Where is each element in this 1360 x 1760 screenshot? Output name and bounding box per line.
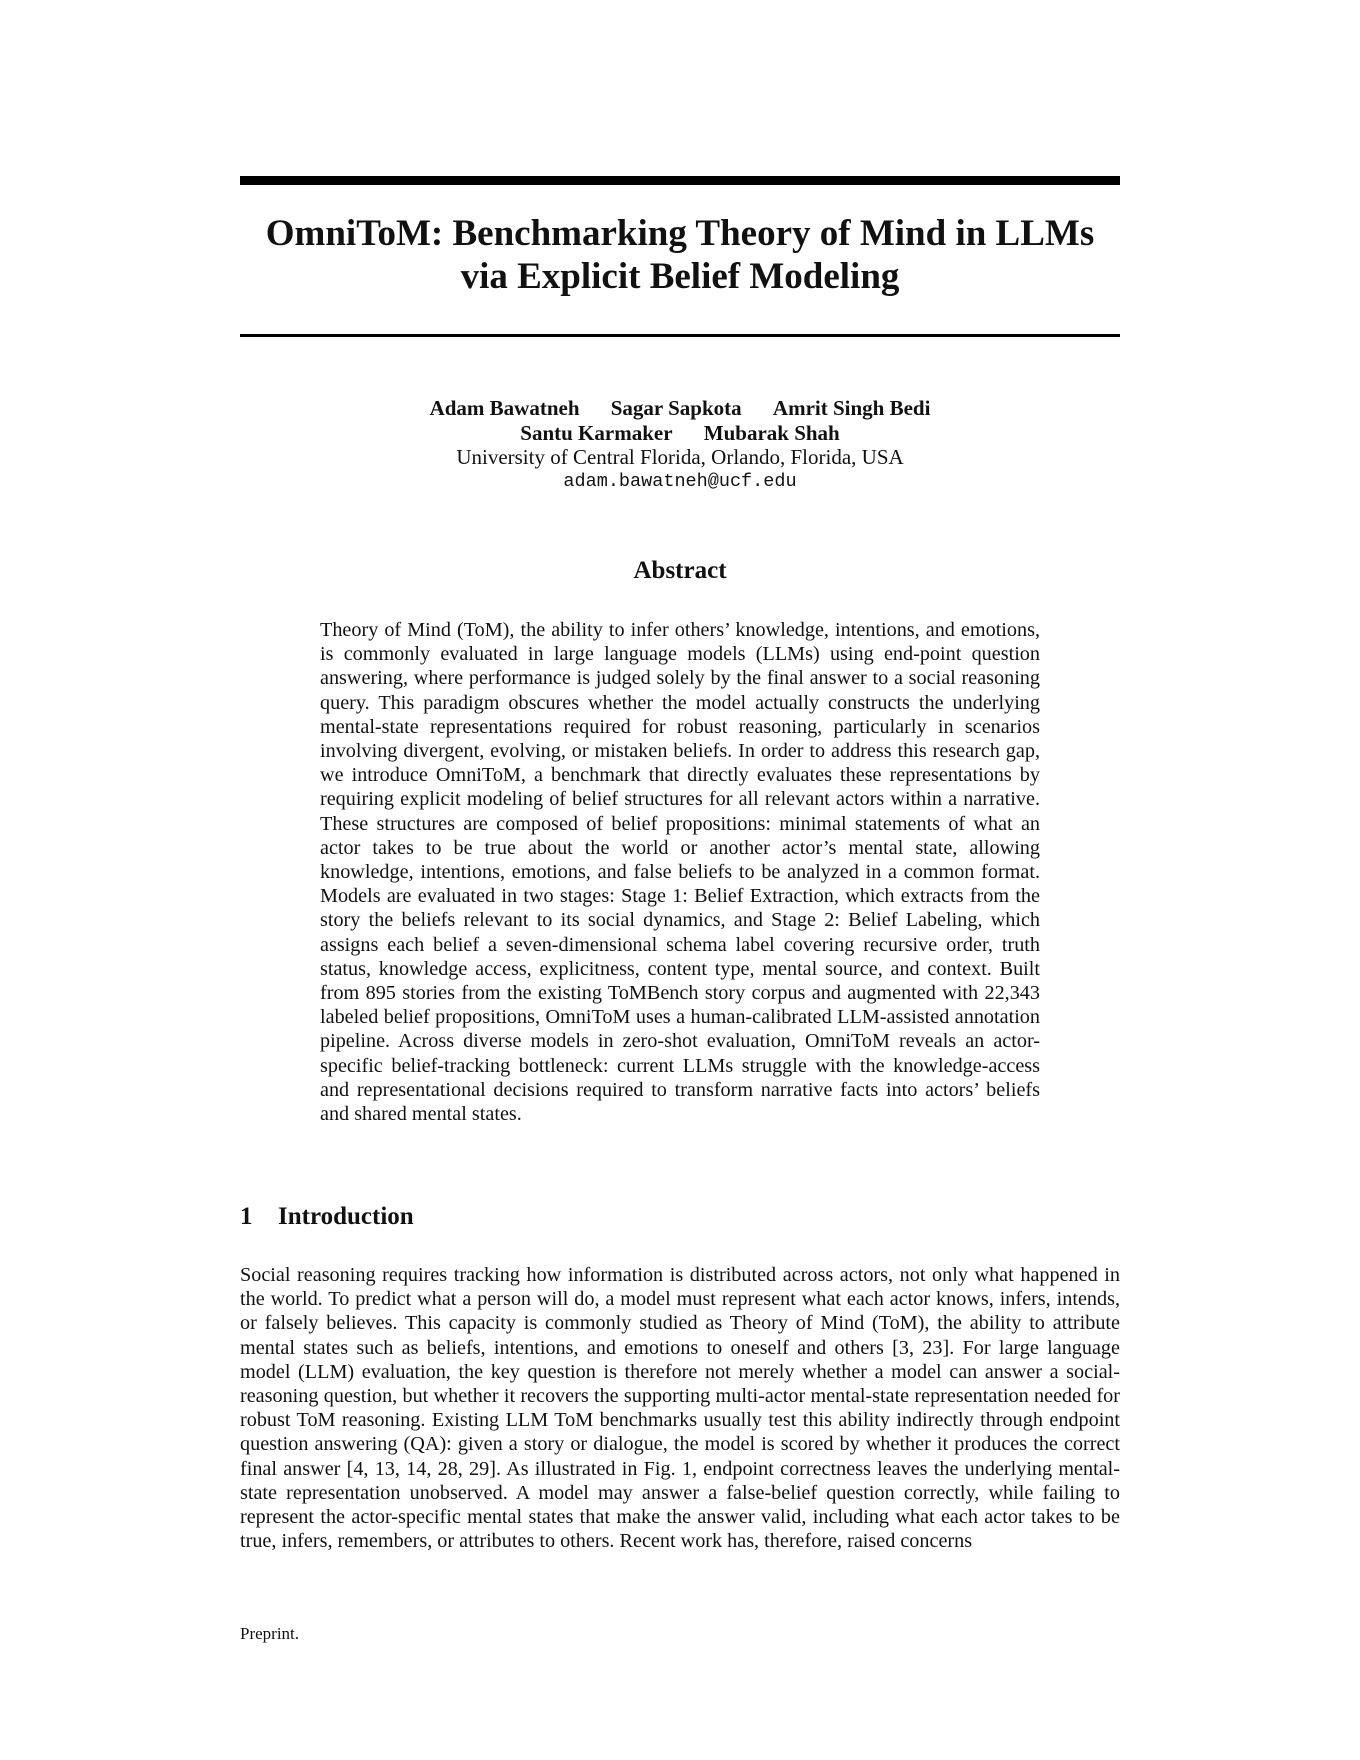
footer-note: Preprint. [240, 1624, 300, 1643]
author-name: Mubarak Shah [703, 420, 840, 445]
author-email: adam.bawatneh@ucf.edu [563, 470, 797, 492]
author-name: Amrit Singh Bedi [772, 396, 931, 420]
paper-title-line-1: OmniToM: Benchmarking Theory of Mind in LLMs [265, 213, 1095, 254]
introduction-text: Social reasoning requires tracking how information is distributed across actors, not only what happened in the world. To predict what a person will do, a model must represent what each actor knows, infers, intends, or falsely believes. This capacity is commonly studied as Theory of Mind (ToM), the ability to attribute mental states such as beliefs, intentions, and emotions to oneself and others [3, 23]. For large language model (LLM) evaluation, the key question is therefore not merely whether a model can answer a social-reasoning question, but whether it recovers the supporting multi-actor mental-state representation needed for robust ToM reasoning. Existing LLM ToM benchmarks usually test this ability indirectly through endpoint question answering (QA): given a story or dialogue, the model is scored by whether it produces the correct final answer [4, 13, 14, 28, 29]. As illustrated in Fig. 1, endpoint correctness leaves the underlying mental-state representation unobserved. A model may answer a false-belief question correctly, while failing to represent the actor-specific mental states that make the answer valid, including what each actor takes to be true, infers, remembers, or attributes to others. Recent work has, therefore, raised concerns [240, 1264, 1120, 1553]
author-line-1 [240, 396, 1120, 421]
section-heading-introduction [240, 1202, 414, 1232]
section-title: Introduction [278, 1203, 414, 1230]
author-name: Santu Karmaker [520, 420, 673, 445]
section-number: 1 [240, 1203, 253, 1230]
affiliation: University of Central Florida, Orlando, Florida, USA [456, 445, 904, 469]
title-rule-top [240, 176, 1120, 185]
paper-title [240, 212, 1120, 298]
title-rule-bottom [240, 334, 1120, 337]
abstract-heading: Abstract [633, 557, 727, 584]
author-line-2 [240, 421, 1120, 446]
author-name: Adam Bawatneh [429, 396, 580, 420]
author-block [240, 396, 1120, 494]
paper-title-line-2: via Explicit Belief Modeling [460, 256, 900, 297]
abstract-text: Theory of Mind (ToM), the ability to infer others’ knowledge, intentions, and emotions, is commonly evaluated in large language models (LLMs) using end-point question answering, where performance is judged solely by the final answer to a social reasoning query. This paradigm obscures whether the model actually constructs the underlying mental-state representations required for robust reasoning, particularly in scenarios involving divergent, evolving, or mistaken beliefs. In order to address this research gap, we introduce OmniToM, a benchmark that directly evaluates these representations by requiring explicit modeling of belief structures for all relevant actors within a narrative. These structures are composed of belief propositions: minimal statements of what an actor takes to be true about the world or another actor’s mental state, allowing knowledge, intentions, emotions, and false beliefs to be analyzed in a common format. Models are evaluated in two stages: Stage 1: Belief Extraction, which extracts from the story the beliefs relevant to its social dynamics, and Stage 2: Belief Labeling, which assigns each belief a seven-dimensional schema label covering recursive order, truth status, knowledge access, explicitness, content type, mental source, and context. Built from 895 stories from the existing ToMBench story corpus and augmented with 22,343 labeled belief propositions, OmniToM uses a human-calibrated LLM-assisted annotation pipeline. Across diverse models in zero-shot evaluation, OmniToM reveals an actor-specific belief-tracking bottleneck: current LLMs struggle with the knowledge-access and representational decisions required to transform narrative facts into actors’ beliefs and shared mental states. [320, 619, 1040, 1126]
author-name: Sagar Sapkota [610, 396, 742, 420]
